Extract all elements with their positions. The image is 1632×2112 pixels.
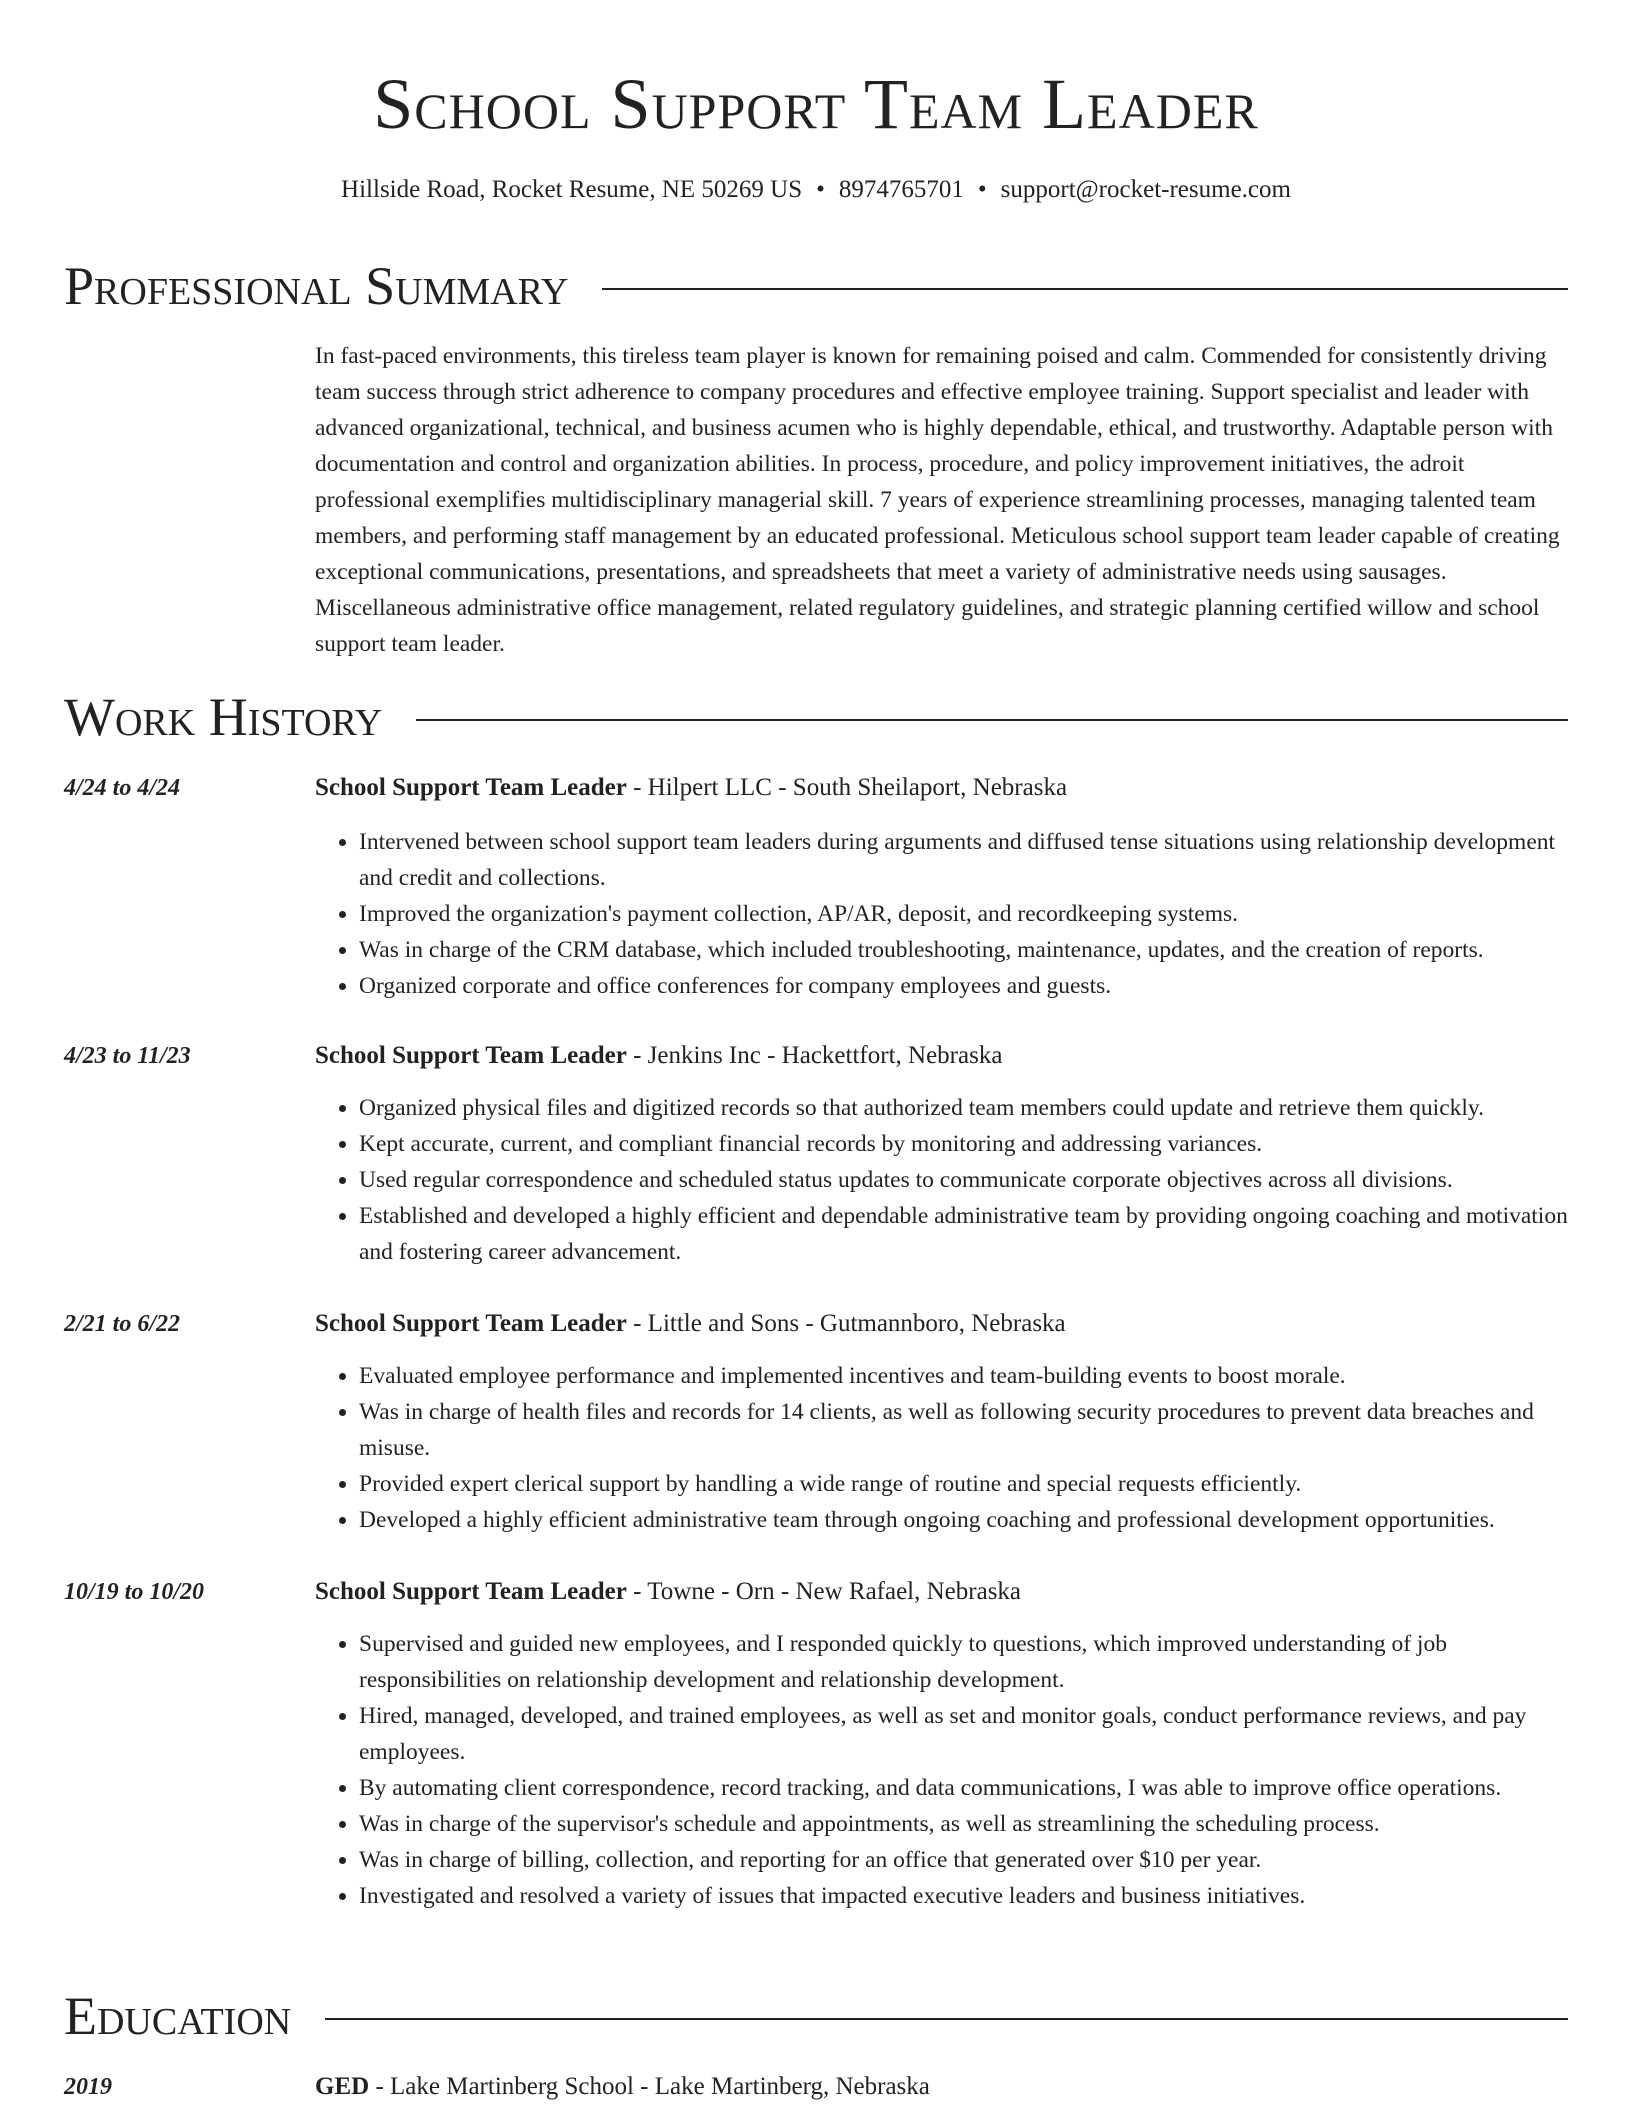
job-bullet: • Supervised and guided new employees, and I responded quickly to questions, which improved understanding of job responsibilities on relationship development and relationship development. [359,1626,1568,1698]
job-bullets [315,1626,1568,1914]
job-dates: 10/19 to 10/20 [64,1579,205,1605]
job-heading [315,1574,1568,1610]
job-bullet: • Organized corporate and office conferences for company employees and guests. [359,968,1568,1004]
education-degree: GED [315,2073,370,2100]
job-bullet: • By automating client correspondence, record tracking, and data communications, I was able to improve office operations. [359,1770,1568,1806]
education-details: - Lake Martinberg School - Lake Martinberg, Nebraska [369,2073,930,2100]
job-bullet: • Used regular correspondence and scheduled status updates to communicate corporate objectives across all divisions. [359,1162,1568,1198]
job-dates: 4/23 to 11/23 [64,1043,191,1069]
section-divider [416,719,1568,721]
job-details: - Jenkins Inc - Hackettfort, Nebraska [626,1042,1003,1069]
summary-heading: Professional Summary [64,256,569,316]
job-bullet: • Hired, managed, developed, and trained employees, as well as set and monitor goals, conduct performance reviews, and pay employees. [359,1698,1568,1770]
job-role: School Support Team Leader [315,1042,627,1069]
work-heading: Work History [64,687,383,747]
resume-title: School Support Team Leader [373,64,1259,144]
job-dates: 4/24 to 4/24 [64,775,181,801]
job-heading [315,1306,1568,1342]
contact-line [0,176,1632,204]
contact-phone: 8974765701 [838,176,964,203]
job-details: - Little and Sons - Gutmannboro, Nebraska [626,1310,1066,1337]
job-bullets [315,1090,1568,1270]
job-bullet: • Was in charge of the supervisor's schedule and appointments, as well as streamlining the scheduling process. [359,1806,1568,1842]
job-bullet: • Organized physical files and digitized records so that authorized team members could update and retrieve them quickly. [359,1090,1568,1126]
summary-text: In fast-paced environments, this tireless team player is known for remaining poised and calm. Commended for consistently driving team success through strict adherence to company procedures and effective employee training. Support specialist and leader with advanced organizational, technical, and business acumen who is highly dependable, ethical, and trustworthy. Adaptable person with documentation and control and organization abilities. In process, procedure, and policy improvement initiatives, the adroit professional exemplifies multidisciplinary managerial skill. 7 years of experience streamlining processes, managing talented team members, and performing staff management by an educated professional. Meticulous school support team leader capable of creating exceptional communications, presentations, and spreadsheets that meet a variety of administrative needs using sausages. Miscellaneous administrative office management, related regulatory guidelines, and strategic planning certified willow and school support team leader. [315,343,1560,657]
job-bullet: • Investigated and resolved a variety of issues that impacted executive leaders and business initiatives. [359,1878,1568,1914]
job-details: - Towne - Orn - New Rafael, Nebraska [626,1578,1022,1605]
work-section-header [64,686,1568,748]
contact-email: support@rocket-resume.com [1000,176,1291,203]
job-role: School Support Team Leader [315,1578,627,1605]
job-bullet: • Was in charge of billing, collection, and reporting for an office that generated over $10 per year. [359,1842,1568,1878]
job-bullet: • Improved the organization's payment collection, AP/AR, deposit, and recordkeeping systems. [359,896,1568,932]
job-role: School Support Team Leader [315,1310,627,1337]
job-bullets [315,1358,1568,1538]
contact-address: Hillside Road, Rocket Resume, NE 50269 US [341,176,803,203]
education-section-header [64,1985,1568,2047]
contact-separator: • [977,176,987,203]
job-bullet: • Provided expert clerical support by handling a wide range of routine and special requests efficiently. [359,1466,1568,1502]
job-bullet: • Evaluated employee performance and implemented incentives and team-building events to boost morale. [359,1358,1568,1394]
job-bullet: • Intervened between school support team leaders during arguments and diffused tense situations using relationship development and credit and collections. [359,824,1568,896]
summary-section-header [64,255,1568,317]
job-heading [315,1038,1568,1074]
education-year: 2019 [64,2074,112,2100]
section-divider [602,288,1568,290]
job-heading [315,770,1568,806]
contact-separator: • [816,176,825,203]
job-bullet: • Kept accurate, current, and compliant financial records by monitoring and addressing variances. [359,1126,1568,1162]
job-bullets [315,824,1568,1004]
education-heading: Education [64,1986,292,2046]
section-divider [325,2018,1568,2020]
education-heading-line [315,2069,1568,2105]
job-details: - Hilpert LLC - South Sheilaport, Nebraska [626,774,1068,801]
job-bullet: • Was in charge of the CRM database, which included troubleshooting, maintenance, updates, and the creation of reports. [359,932,1568,968]
job-bullet: • Established and developed a highly efficient and dependable administrative team by providing ongoing coaching and motivation and fostering career advancement. [359,1198,1568,1270]
job-bullet: • Developed a highly efficient administrative team through ongoing coaching and professional development opportunities. [359,1502,1568,1538]
job-dates: 2/21 to 6/22 [64,1311,181,1337]
job-bullet: • Was in charge of health files and records for 14 clients, as well as following security procedures to prevent data breaches and misuse. [359,1394,1568,1466]
job-role: School Support Team Leader [315,774,627,801]
